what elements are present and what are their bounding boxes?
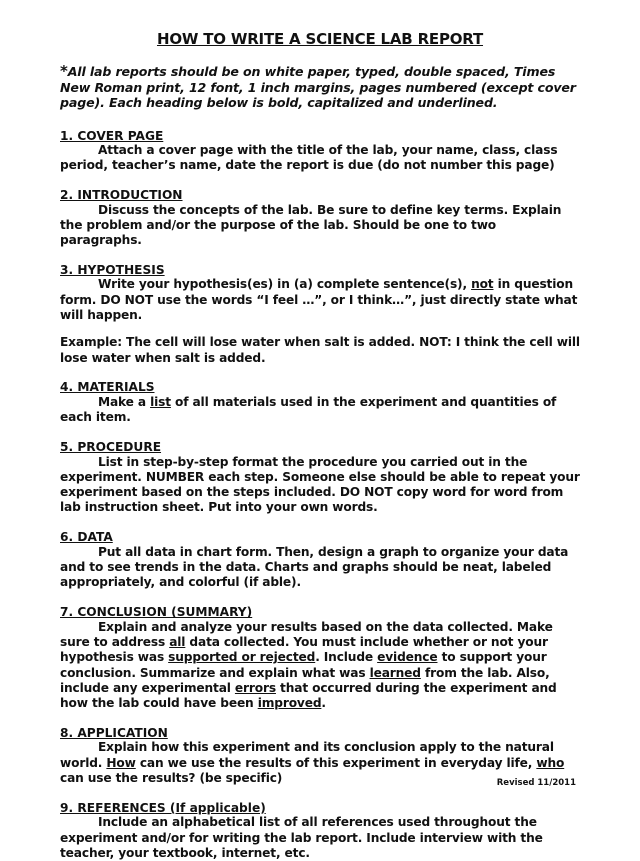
- underlined-word: all: [169, 634, 186, 649]
- section-introduction: [60, 188, 580, 248]
- section-body: [60, 395, 580, 426]
- text-run: Write your hypothesis(es) in (a) complete sentence(s),: [98, 277, 472, 292]
- example-paragraph: Example: The cell will lose water when salt is added. NOT: I think the cell will lose water when salt is added.: [60, 335, 580, 365]
- underlined-word: evidence: [377, 650, 438, 665]
- section-heading: 5. PROCEDURE: [60, 440, 162, 455]
- section-conclusion: [60, 605, 580, 711]
- underlined-word: improved: [257, 696, 322, 711]
- revision-date: Revised 11/2011: [496, 778, 576, 788]
- section-body: [60, 620, 580, 712]
- section-procedure: [60, 440, 580, 516]
- section-heading: 8. APPLICATION: [60, 725, 168, 740]
- underlined-word: errors: [234, 680, 276, 695]
- asterisk: *: [60, 62, 68, 80]
- section-hypothesis: [60, 263, 580, 366]
- section-materials: [60, 380, 580, 425]
- section-heading: 2. INTRODUCTION: [60, 188, 183, 203]
- text-run: Make a: [98, 394, 151, 409]
- section-heading: 6. DATA: [60, 530, 113, 545]
- section-heading: 4. MATERIALS: [60, 380, 155, 395]
- underlined-word: not: [471, 277, 494, 292]
- text-run: of all materials used in the experiment and quantities of each item.: [60, 394, 557, 425]
- section-heading: 9. REFERENCES (If applicable): [60, 800, 266, 815]
- text-run: . Include: [315, 650, 378, 665]
- text-run: Explain and analyze your results based on the data collected. Make sure to address: [60, 619, 553, 649]
- section-data: [60, 530, 580, 590]
- underlined-word: How: [106, 755, 136, 770]
- section-body: List in step-by-step format the procedure you carried out in the experiment. NUMBER each step. Someone else should be able to repeat your experiment based on the steps included. DO NOT copy word for word from lab instruction sheet. Put into your own words.: [60, 454, 580, 515]
- underlined-word: who: [536, 755, 565, 770]
- page-title: HOW TO WRITE A SCIENCE LAB REPORT: [156, 30, 484, 48]
- section-body: Put all data in chart form. Then, design a graph to organize your data and to see trends in the data. Charts and graphs should be neat, labeled appropriately, and colorful (if able).: [60, 544, 569, 590]
- text-run: .: [321, 696, 326, 711]
- underlined-word: supported or rejected: [168, 650, 316, 665]
- text-run: from the lab. Also, include any experimental: [60, 665, 550, 695]
- text-run: Explain how this experiment and its conclusion apply to the natural world.: [60, 740, 554, 770]
- section-body: Attach a cover page with the title of the lab, your name, class, class period, teacher’s name, date the report is due (do not number this page): [60, 143, 558, 173]
- text-run: to support your conclusion. Summarize and explain what was: [60, 650, 547, 680]
- section-body: [60, 277, 580, 323]
- section-references: [60, 801, 580, 861]
- section-heading: 3. HYPOTHESIS: [60, 262, 165, 277]
- text-run: can use the results? (be specific): [60, 771, 283, 786]
- section-heading: 7. CONCLUSION (SUMMARY): [60, 605, 253, 620]
- text-run: data collected. You must include whether or not your hypothesis was: [60, 634, 548, 665]
- section-cover-page: [60, 129, 580, 174]
- section-body: Discuss the concepts of the lab. Be sure to define key terms. Explain the problem and/or the purpose of the lab. Should be one to two paragraphs.: [60, 202, 562, 248]
- text-run: in question form. DO NOT use the words “I feel …”, or I think…”, just directly state what will happen.: [60, 277, 578, 323]
- section-heading: 1. COVER PAGE: [60, 128, 164, 143]
- text-run: that occurred during the experiment and how the lab could have been: [60, 680, 557, 711]
- underlined-word: learned: [369, 665, 421, 680]
- text-run: can we use the results of this experiment in everyday life,: [135, 755, 537, 770]
- intro-note: [60, 64, 580, 111]
- underlined-word: list: [150, 394, 171, 409]
- section-body: Include an alphabetical list of all references used throughout the experiment and/or for writing the lab report. Include interview with the teacher, your textbook, internet, etc.: [60, 815, 543, 860]
- intro-text: All lab reports should be on white paper, typed, double spaced, Times New Roman print, 12 font, 1 inch margins, pages numbered (except cover page). Each heading below is bold, capitalized and underlined.: [60, 64, 576, 110]
